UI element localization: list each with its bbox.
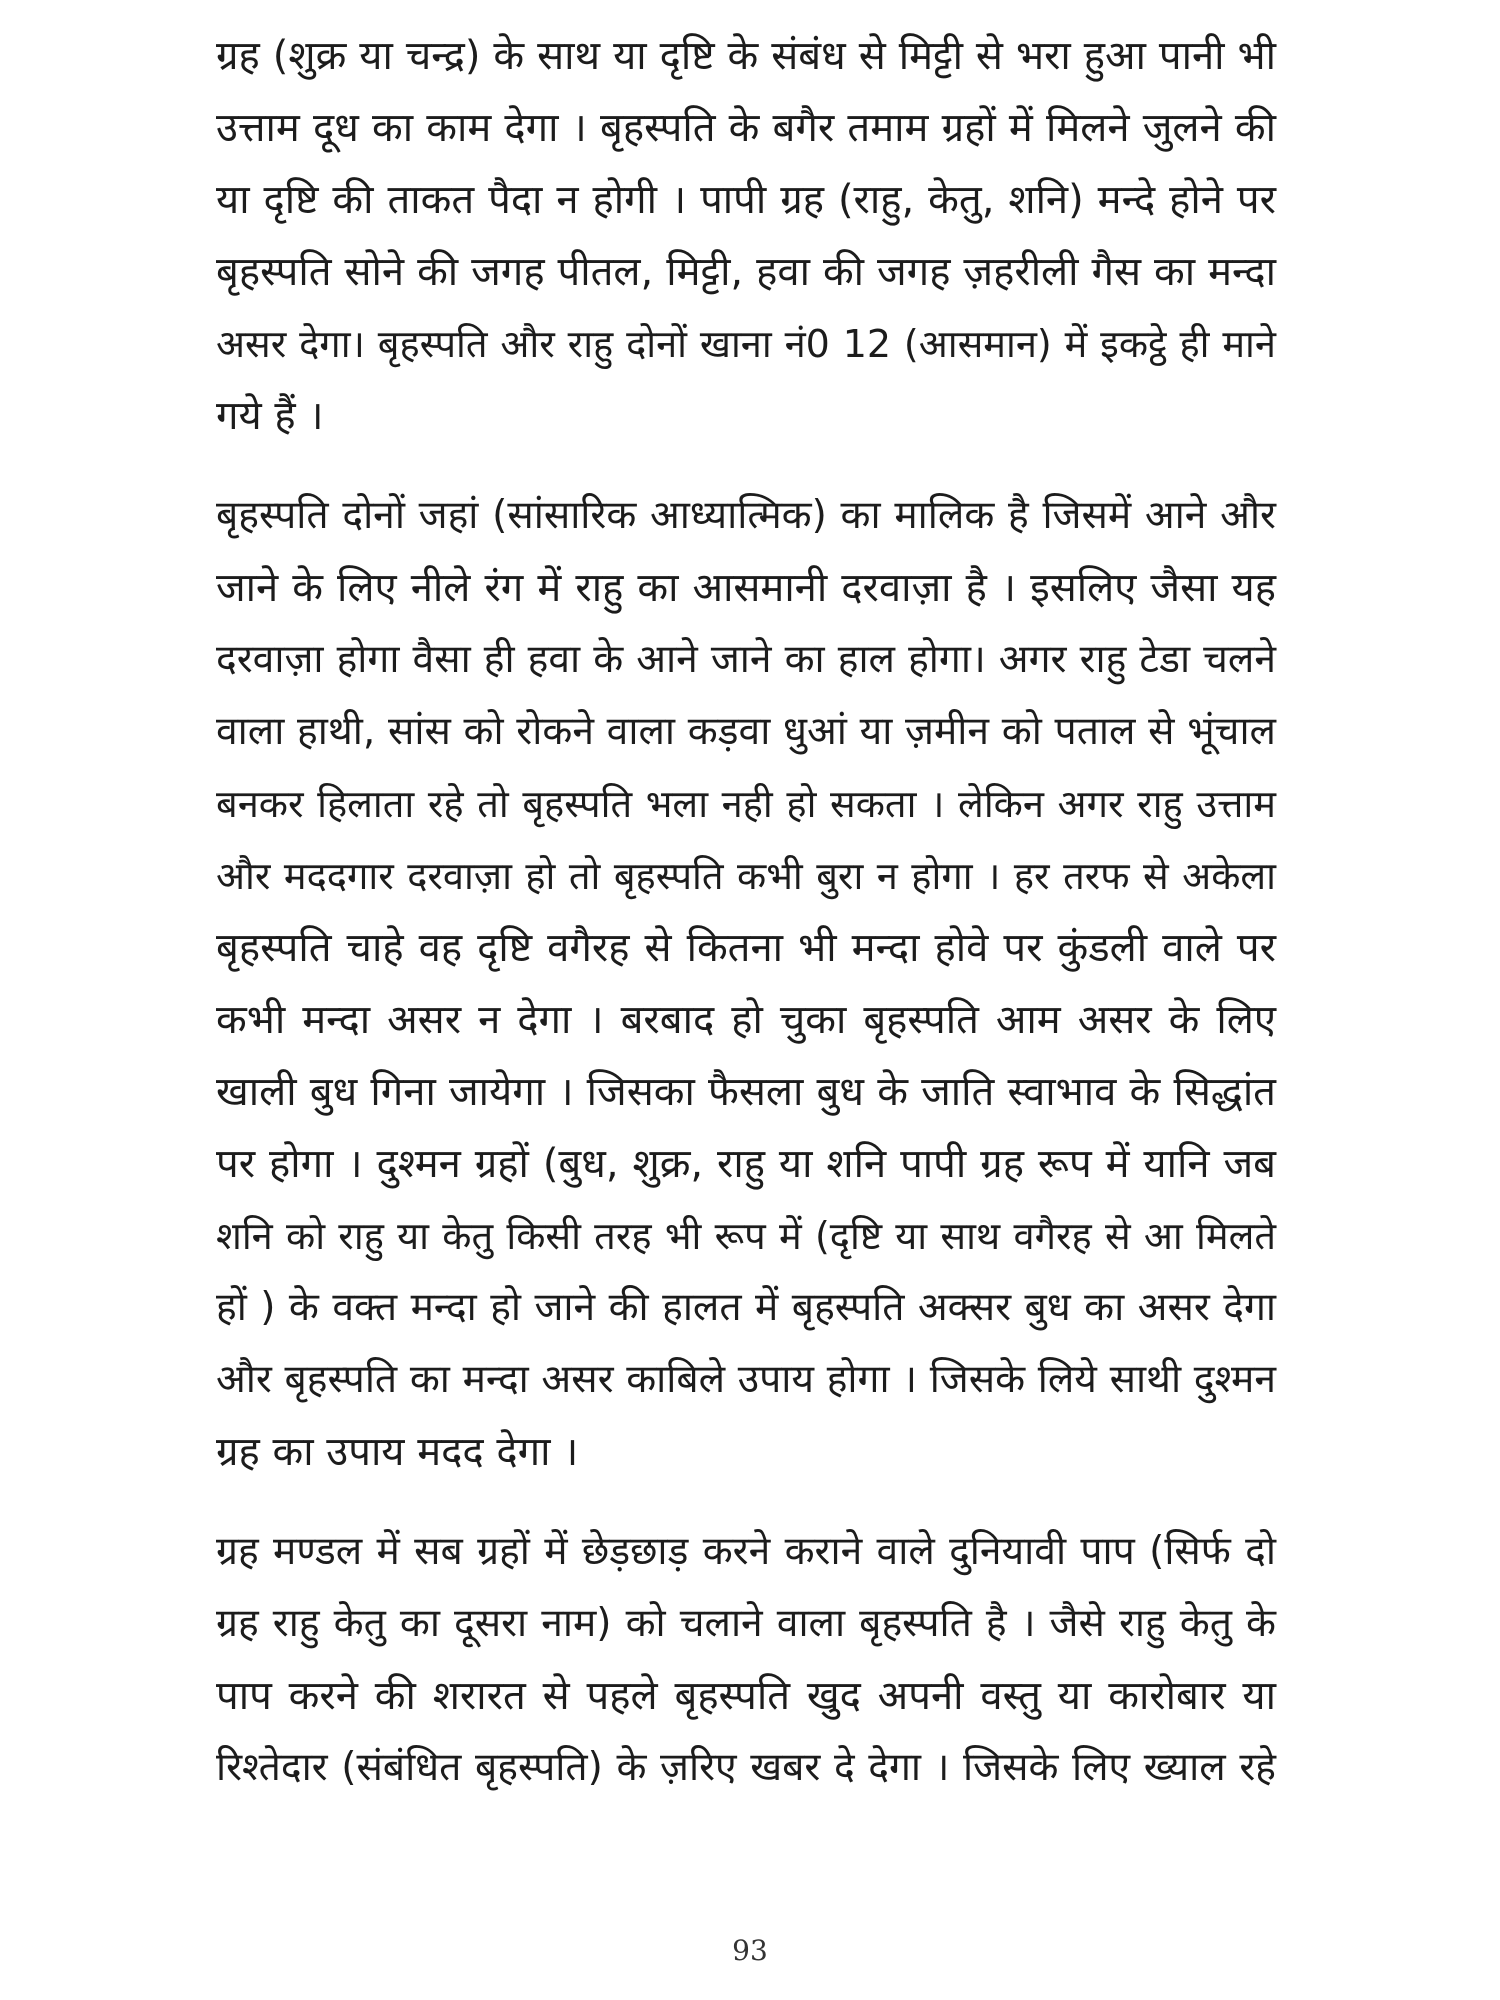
- paragraph-2: [216, 480, 1276, 1488]
- paragraph-3: [216, 1516, 1276, 1804]
- text-line: हों ) के वक्त मन्दा हो जाने की हालत में बृहस्पति अक्सर बुध का असर देगा: [216, 1285, 1276, 1330]
- text-line: या दृष्टि की ताकत पैदा न होगी । पापी ग्रह (राहु, केतु, शनि) मन्दे होने पर: [216, 177, 1276, 223]
- text-line: असर देगा। बृहस्पति और राहु दोनों खाना नं0 12 (आसमान) में इकट्ठे ही माने: [216, 322, 1276, 366]
- text-line: पाप करने की शरारत से पहले बृहस्पति खुद अपनी वस्तु या कारोबार या: [216, 1673, 1276, 1719]
- text-line: ग्रह (शुक्र या चन्द्र) के साथ या दृष्टि के संबंध से मिट्टी से भरा हुआ पानी भी: [216, 33, 1276, 79]
- text-line: दरवाज़ा होगा वैसा ही हवा के आने जाने का हाल होगा। अगर राहु टेडा चलने: [216, 637, 1276, 682]
- text-line: कभी मन्दा असर न देगा । बरबाद हो चुका बृहस्पति आम असर के लिए: [216, 997, 1276, 1043]
- text-line: उत्ताम दूध का काम देगा । बृहस्पति के बगैर तमाम ग्रहों में मिलने जुलने की: [216, 105, 1276, 151]
- text-line: ग्रह का उपाय मदद देगा ।: [216, 1429, 579, 1475]
- text-line: बृहस्पति दोनों जहां (सांसारिक आध्यात्मिक) का मालिक है जिसमें आने और: [216, 493, 1276, 538]
- text-line: वाला हाथी, सांस को रोकने वाला कड़वा धुआं या ज़मीन को पताल से भूंचाल: [216, 709, 1276, 754]
- page-number: 93: [732, 1934, 768, 1967]
- text-line: रिश्तेदार (संबंधित बृहस्पति) के ज़रिए खबर दे देगा । जिसके लिए ख्याल रहे: [216, 1745, 1276, 1790]
- text-line: और बृहस्पति का मन्दा असर काबिले उपाय होगा । जिसके लिये साथी दुश्मन: [216, 1357, 1276, 1402]
- text-line: ग्रह मण्डल में सब ग्रहों में छेड़छाड़ करने कराने वाले दुनियावी पाप (सिर्फ दो: [216, 1529, 1276, 1574]
- text-line: और मददगार दरवाज़ा हो तो बृहस्पति कभी बुरा न होगा । हर तरफ से अकेला: [216, 854, 1276, 898]
- text-line: जाने के लिए नीले रंग में राहु का आसमानी दरवाज़ा है । इसलिए जैसा यह: [216, 565, 1276, 611]
- text-line: बृहस्पति चाहे वह दृष्टि वगैरह से कितना भी मन्दा होवे पर कुंडली वाले पर: [216, 925, 1276, 971]
- text-line: पर होगा । दुश्मन ग्रहों (बुध, शुक्र, राहु या शनि पापी ग्रह रूप में यानि जब: [216, 1141, 1276, 1187]
- text-line: खाली बुध गिना जायेगा । जिसका फैसला बुध के जाति स्वाभाव के सिद्धांत: [216, 1069, 1276, 1115]
- text-line: शनि को राहु या केतु किसी तरह भी रूप में (दृष्टि या साथ वगैरह से आ मिलते: [216, 1214, 1276, 1258]
- text-line: बृहस्पति सोने की जगह पीतल, मिट्टी, हवा की जगह ज़हरीली गैस का मन्दा: [216, 249, 1276, 295]
- page-body: [216, 20, 1276, 1832]
- text-line: गये हैं ।: [216, 393, 324, 439]
- paragraph-1: [216, 20, 1276, 452]
- text-line: बनकर हिलाता रहे तो बृहस्पति भला नही हो सकता । लेकिन अगर राहु उत्ताम: [216, 782, 1276, 826]
- text-line: ग्रह राहु केतु का दूसरा नाम) को चलाने वाला बृहस्पति है । जैसे राहु केतु के: [216, 1601, 1276, 1646]
